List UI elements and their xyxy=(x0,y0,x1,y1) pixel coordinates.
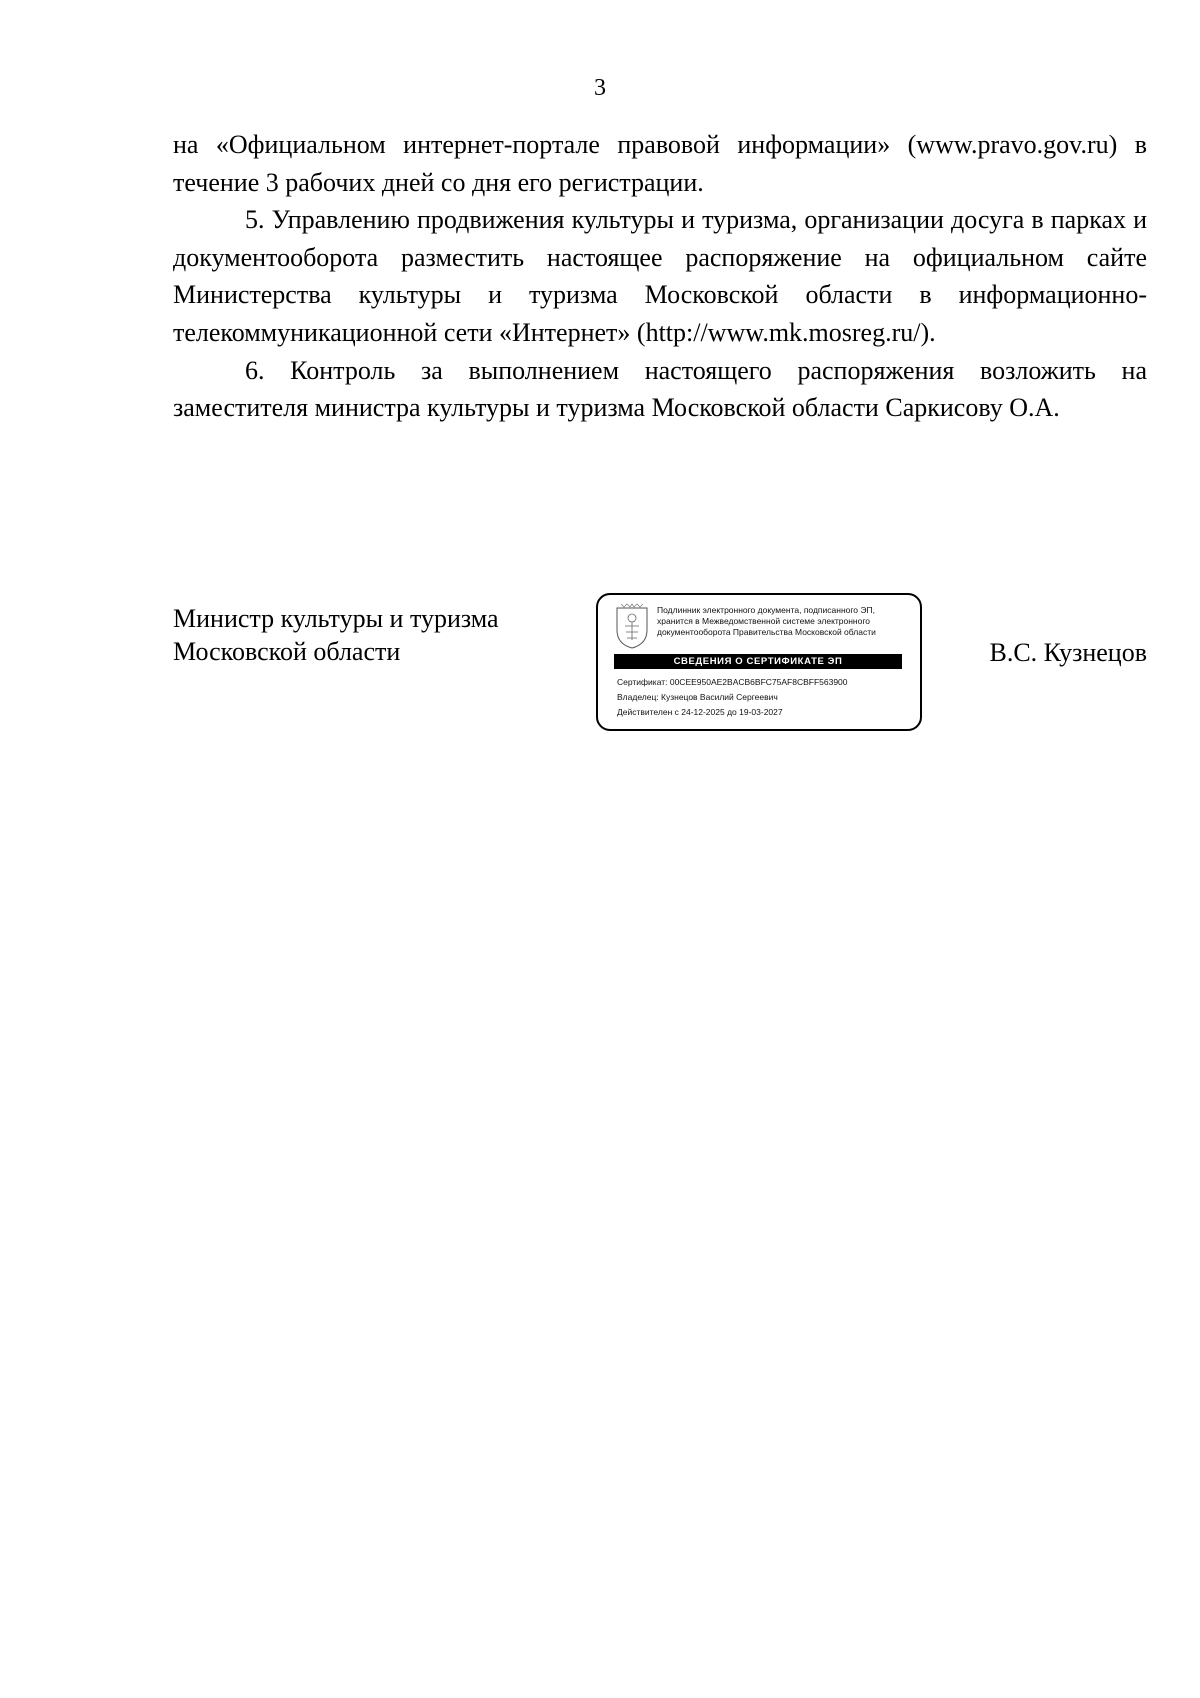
text-line: на «Официальном интернет-портале правовой информации» (www.pravo.gov.ru) xyxy=(173,130,1135,159)
stamp-header-line: документооборота Правительства Московской области xyxy=(657,627,876,637)
signatory-position-line: Министр культуры и туризма xyxy=(173,604,499,633)
certificate-owner: Владелец: Кузнецов Василий Сергеевич xyxy=(617,692,778,702)
electronic-signature-stamp xyxy=(596,593,922,731)
text-line: (http://www.mk.mosreg.ru/). xyxy=(636,317,936,347)
stamp-header xyxy=(657,605,917,638)
stamp-header-line: хранится в Межведомственной системе электронного xyxy=(657,616,870,626)
moscow-oblast-coat-of-arms-icon xyxy=(613,602,651,650)
text-line: в течение 3 рабочих дней со дня его регистрации. xyxy=(173,130,1147,197)
certificate-number: Сертификат: 00CEE950AE2BACB6BFC75AF8CBFF563900 xyxy=(617,677,848,687)
certificate-info-bar: СВЕДЕНИЯ О СЕРТИФИКАТЕ ЭП xyxy=(614,654,902,669)
signatory-position-line: Московской области xyxy=(173,637,401,666)
paragraph-item-5 xyxy=(173,201,1147,351)
signatory-name: В.С. Кузнецов xyxy=(989,638,1147,667)
text-line: в информационно-телекоммуникационной сети «Интернет» xyxy=(173,280,1148,347)
text-line: 6. Контроль за выполнением настоящего распоряжения возложить xyxy=(245,355,1122,385)
signatory-position xyxy=(173,602,499,668)
text-line: на заместителя министра культуры и туризма Московской области xyxy=(173,355,1147,423)
paragraph-item-6 xyxy=(173,352,1147,427)
document-body xyxy=(173,126,1147,427)
stamp-header-line: Подлинник электронного документа, подписанного ЭП, xyxy=(657,605,875,615)
text-line: в парках и документооборота разместить настоящее распоряжение xyxy=(173,205,1147,272)
page-number: 3 xyxy=(594,75,606,101)
certificate-validity: Действителен с 24-12-2025 до 19-03-2027 xyxy=(617,707,783,717)
paragraph-publication xyxy=(173,126,1147,201)
text-line: на официальном сайте Министерства культуры и туризма Московской области xyxy=(173,242,1147,310)
text-line: 5. Управлению продвижения культуры и туризма, организации досуга xyxy=(245,205,1032,235)
certificate-details xyxy=(617,675,917,720)
text-line: Саркисову О.А. xyxy=(885,393,1060,423)
